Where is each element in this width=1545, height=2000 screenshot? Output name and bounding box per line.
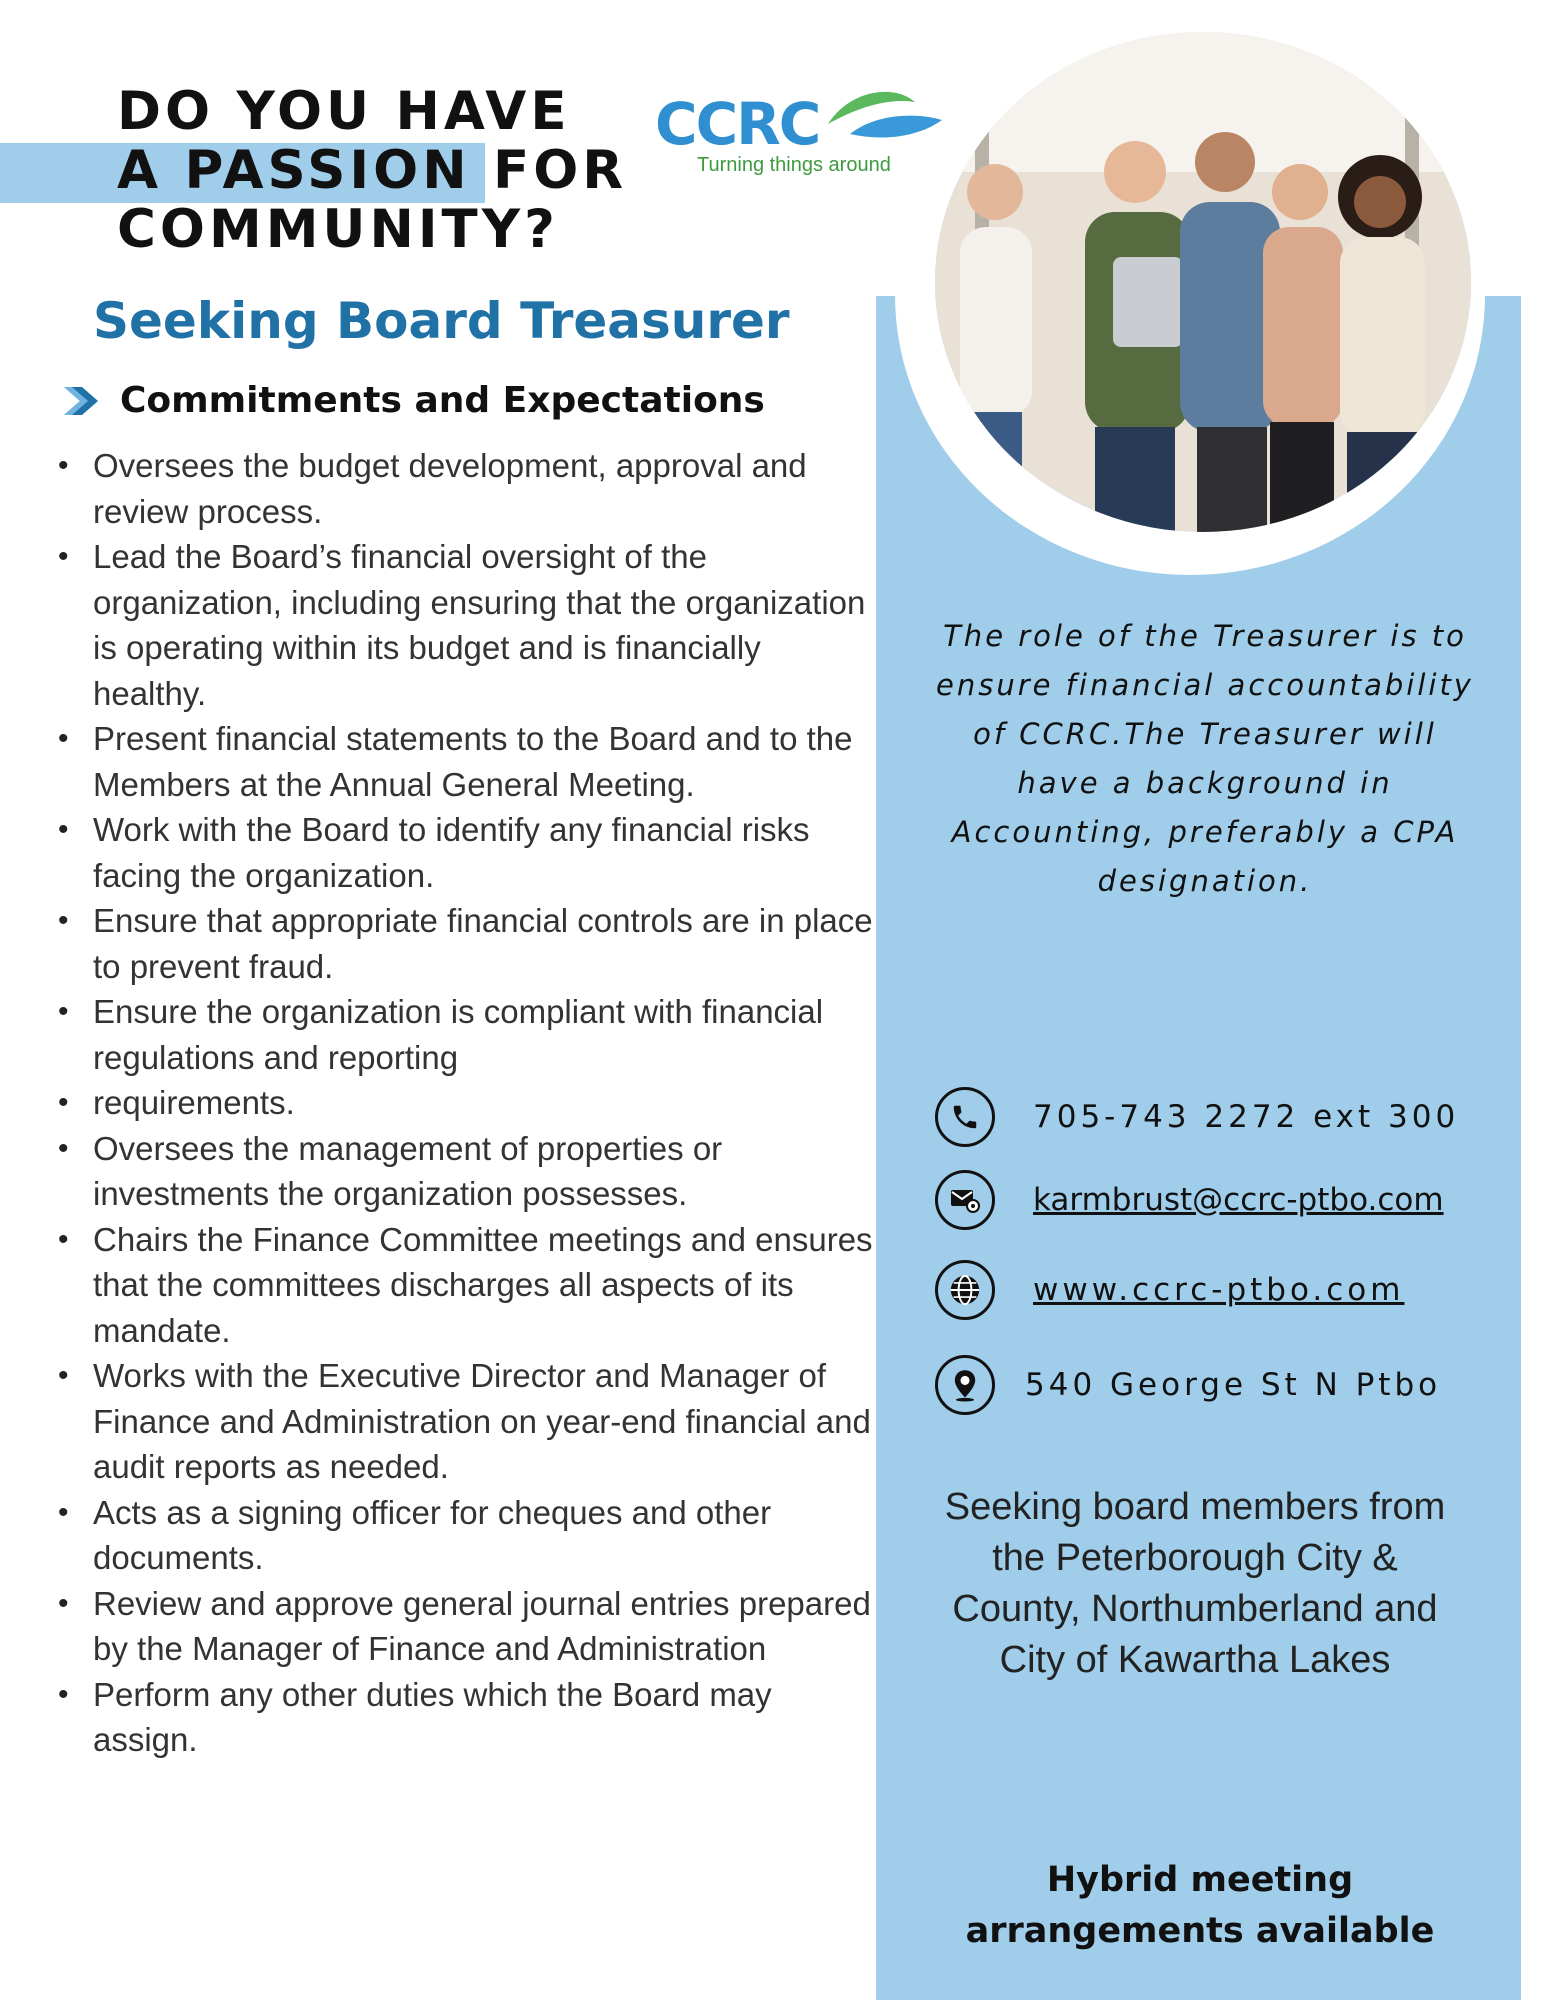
logo-tagline: Turning things around xyxy=(697,154,891,176)
list-item: • Oversees the management of properties or investments the organization possesses. xyxy=(60,1126,875,1217)
contact-email xyxy=(935,1170,1444,1230)
chevron-right-icon xyxy=(60,383,108,419)
phone-number: 705-743 2272 ext 300 xyxy=(1033,1099,1460,1135)
region-note: Seeking board members from the Peterborough City & County, Northumberland and City of Kawartha Lakes xyxy=(944,1486,1446,1681)
list-item: • Acts as a signing officer for cheques and other documents. xyxy=(60,1490,875,1581)
page-subtitle: Seeking Board Treasurer xyxy=(93,292,790,350)
contact-address xyxy=(935,1355,1441,1415)
location-pin-icon xyxy=(935,1355,995,1415)
contact-website xyxy=(935,1260,1404,1320)
ccrc-logo xyxy=(655,82,945,182)
headline xyxy=(117,82,627,259)
list-item: • Works with the Executive Director and Manager of Finance and Administration on year-end financial and audit reports as needed. xyxy=(60,1353,875,1490)
section-heading-text: Commitments and Expectations xyxy=(120,380,765,421)
hybrid-note: Hybrid meeting arrangements available xyxy=(965,1860,1435,1951)
list-item: • requirements. xyxy=(60,1080,875,1126)
duties-list xyxy=(60,443,875,1763)
headline-line: DO YOU HAVE xyxy=(117,81,571,142)
list-item: • Perform any other duties which the Board may assign. xyxy=(60,1672,875,1763)
section-heading xyxy=(60,380,765,421)
headline-line: COMMUNITY? xyxy=(117,199,559,260)
list-item: • Work with the Board to identify any financial risks facing the organization. xyxy=(60,807,875,898)
headline-line: A PASSION FOR xyxy=(117,140,628,201)
leaf-icon xyxy=(820,84,945,144)
list-item: • Oversees the budget development, approval and review process. xyxy=(60,443,875,534)
list-item: • Ensure the organization is compliant with financial regulations and reporting xyxy=(60,989,875,1080)
email-link[interactable]: karmbrust@ccrc-ptbo.com xyxy=(1033,1182,1444,1218)
list-item: • Ensure that appropriate financial controls are in place to prevent fraud. xyxy=(60,898,875,989)
list-item: • Present financial statements to the Board and to the Members at the Annual General Meeting. xyxy=(60,716,875,807)
street-address: 540 George St N Ptbo xyxy=(1025,1367,1442,1403)
mail-icon xyxy=(935,1170,995,1230)
team-photo xyxy=(935,32,1471,532)
contact-phone xyxy=(935,1087,1459,1147)
list-item: • Lead the Board’s financial oversight of the organization, including ensuring that the organization is operating within its budget and is financially healthy. xyxy=(60,534,875,716)
website-link[interactable]: www.ccrc-ptbo.com xyxy=(1033,1272,1405,1308)
phone-icon xyxy=(935,1087,995,1147)
logo-wordmark: CCRC xyxy=(655,90,820,158)
list-item: • Chairs the Finance Committee meetings and ensures that the committees discharges all aspects of its mandate. xyxy=(60,1217,875,1354)
globe-icon xyxy=(935,1260,995,1320)
list-item: • Review and approve general journal entries prepared by the Manager of Finance and Administration xyxy=(60,1581,875,1672)
role-description: The role of the Treasurer is to ensure financial accountability of CCRC.The Treasurer will have a background in Accounting, preferably a CPA designation. xyxy=(936,619,1474,898)
